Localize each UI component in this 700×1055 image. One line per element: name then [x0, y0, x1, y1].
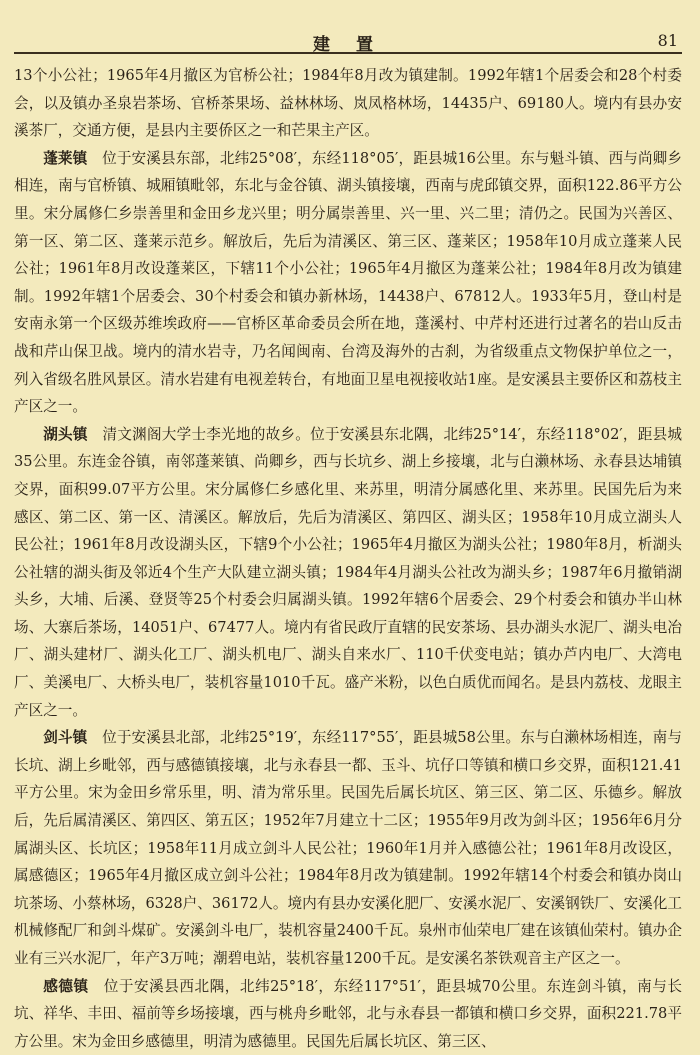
entry-text-gande: 位于安溪县西北隅，北纬25°18′，东经117°51′，距县城70公里。东连剑斗镇，南与长坑、祥华、丰田、福前等乡场接壤，西与桃舟乡毗邻，北与永春县一都镇和横口乡交界，面积221.78平方公里。宋为金田乡感德里，明清为感德里。民国先后属长坑区、第三区、 [14, 977, 682, 1050]
entry-jiandou [14, 724, 682, 972]
entry-hutou [14, 421, 682, 725]
entry-penglai [14, 145, 682, 421]
town-name-jiandou: 剑斗镇 [43, 729, 88, 747]
town-name-penglai: 蓬莱镇 [43, 149, 88, 167]
entry-text-hutou: 清文渊阁大学士李光地的故乡。位于安溪县东北隅，北纬25°14′，东经118°02′，距县城35公里。东连金谷镇，南邻蓬莱镇、尚卿乡，西与长坑乡、湖上乡接壤，北与白濑林场、永春县达埔镇交界，面积99.07平方公里。宋分属修仁乡感化里、来苏里，明清分属感化里、来苏里。民国先后为来感区、第二区、第一区、清溪区。解放后，先后为清溪区、第四区、湖头区；1958年10月成立湖头人民公社；1961年8月改设湖头区，下辖9个小公社；1965年4月撤区为湖头公社；1980年8月，析湖头公社辖的湖头街及邻近4个生产大队建立湖头镇；1984年4月湖头公社改为湖头乡；1987年6月撤销湖头乡，大埔、后溪、登贤等25个村委会归属湖头镇。1992年辖6个居委会、29个村委会和镇办半山林场、大寨后茶场，14051户、67477人。境内有省民政厅直辖的民安茶场、县办湖头水泥厂、湖头电冶厂、湖头建材厂、湖头化工厂、湖头机电厂、湖头自来水厂、110千伏变电站；镇办芦内电厂、大湾电厂、美溪电厂、大桥头电厂，装机容量1010千瓦。盛产米粉，以色白质优而闻名。是县内荔枝、龙眼主产区之一。 [14, 425, 682, 719]
body-text [14, 62, 682, 1055]
entry-text-penglai: 位于安溪县东部，北纬25°08′，东经118°05′，距县城16公里。东与魁斗镇、西与尚卿乡相连，南与官桥镇、城厢镇毗邻，东北与金谷镇、湖头镇接壤，西南与虎邱镇交界，面积122.86平方公里。宋分属修仁乡崇善里和金田乡龙兴里；明分属崇善里、兴一里、兴二里；清仍之。民国为兴善区、第一区、第二区、蓬莱示范乡。解放后，先后为清溪区、第三区、蓬莱区；1958年10月成立蓬莱人民公社；1961年8月改设蓬莱区，下辖11个小公社；1965年4月撤区为蓬莱公社；1984年8月改为镇建制。1992年辖1个居委会、30个村委会和镇办新林场，14438户、67812人。1933年5月，登山村是安南永第一个区级苏维埃政府——官桥区革命委员会所在地，蓬溪村、中芹村还进行过著名的岩山反击战和芹山保卫战。境内的清水岩寺，乃名闻闽南、台湾及海外的古刹，为省级重点文物保护单位之一，列入省级名胜风景区。清水岩建有电视差转台，有地面卫星电视接收站1座。是安溪县主要侨区和荔枝主产区之一。 [14, 149, 682, 416]
town-name-hutou: 湖头镇 [43, 425, 88, 443]
page-number: 81 [657, 31, 678, 50]
town-name-gande: 感德镇 [43, 977, 89, 995]
section-title: 建 置 [313, 35, 383, 55]
continuation-paragraph: 13个小公社；1965年4月撤区为官桥公社；1984年8月改为镇建制。1992年辖1个居委会和28个村委会，以及镇办圣泉岩茶场、官桥茶果场、益林林场、岚凤格林场，14435户、69180人。境内有县办安溪茶厂，交通方便，是县内主要侨区之一和芒果主产区。 [14, 67, 682, 140]
entry-text-jiandou: 位于安溪县北部，北纬25°19′，东经117°55′，距县城58公里。东与白濑林场相连，南与长坑、湖上乡毗邻，西与感德镇接壤，北与永春县一都、玉斗、坑仔口等镇和横口乡交界，面积121.41平方公里。宋为金田乡常乐里，明、清为常乐里。民国先后属长坑区、第三区、第二区、乐德乡。解放后，先后属清溪区、第四区、第五区；1952年7月建立十二区；1955年9月改为剑斗区；1956年6月分属湖头区、长坑区；1958年11月成立剑斗人民公社；1960年1月并入感德公社；1961年8月改设区，属感德区；1965年4月撤区成立剑斗公社；1984年8月改为镇建制。1992年辖14个村委会和镇办岗山坑茶场、小蔡林场，6328户、36172人。境内有县办安溪化肥厂、安溪水泥厂、安溪钢铁厂、安溪化工机械修配厂和剑斗煤矿。安溪剑斗电厂，装机容量2400千瓦。泉州市仙荣电厂建在该镇仙荣村。镇办企业有三兴水泥厂，年产3万吨；潮碧电站，装机容量1200千瓦。是安溪名茶铁观音主产区之一。 [14, 729, 682, 967]
running-header [14, 0, 682, 54]
entry-gande [14, 973, 682, 1055]
